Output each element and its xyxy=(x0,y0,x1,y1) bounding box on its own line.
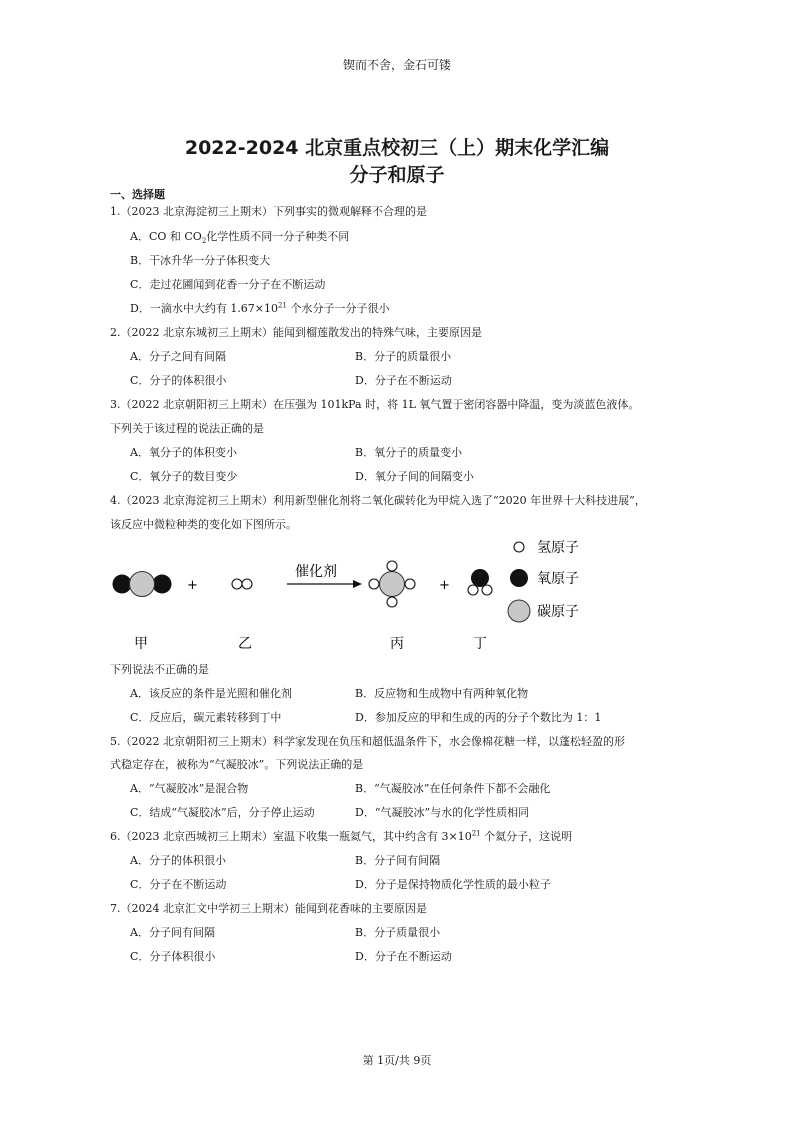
q4-option-b: B．反应物和生成物中有两种氧化物 xyxy=(355,687,529,700)
q2-option-c: C．分子的体积很小 xyxy=(130,374,227,387)
label-bing: 丙 xyxy=(390,636,404,652)
q1-stem: 1.（2023 北京海淀初三上期末）下列事实的微观解释不合理的是 xyxy=(110,205,427,218)
plus-sign-2: + xyxy=(439,578,450,593)
plus-sign-1: + xyxy=(187,578,198,593)
molecule-jia xyxy=(113,572,172,597)
q1-option-c: C．走过花圃闻到花香一分子在不断运动 xyxy=(130,278,326,291)
legend-hydrogen-swatch xyxy=(514,542,524,552)
q2-stem: 2.（2022 北京东城初三上期末）能闻到榴莲散发出的特殊气味，主要原因是 xyxy=(110,326,482,339)
q3-option-c: C．氧分子的数目变少 xyxy=(130,470,238,483)
page-subtitle: 分子和原子 xyxy=(349,164,445,186)
q3-option-d: D．氧分子间的间隔变小 xyxy=(355,470,474,483)
q4-option-c: C．反应后，碳元素转移到丁中 xyxy=(130,711,282,724)
page-header-motto: 锲而不舍，金石可镂 xyxy=(342,58,451,72)
page-title: 2022-2024 北京重点校初三（上）期末化学汇编 xyxy=(184,137,610,159)
q4-followup: 下列说法不正确的是 xyxy=(110,663,209,676)
section-heading: 一、选择题 xyxy=(110,188,165,201)
label-ding: 丁 xyxy=(473,636,487,652)
q3-stem-line1: 3.（2022 北京朝阳初三上期末）在压强为 101kPa 时，将 1L 氧气置于密闭容器中降温，变为淡蓝色液体。 xyxy=(110,398,640,411)
q5-option-d: D．“气凝胶冰”与水的化学性质相同 xyxy=(355,806,530,819)
q1-option-b: B．干冰升华一分子体积变大 xyxy=(130,254,271,267)
q5-option-a: A．“气凝胶冰”是混合物 xyxy=(130,782,249,795)
q4-stem-line1: 4.（2023 北京海淀初三上期末）利用新型催化剂将二氧化碳转化为甲烷入选了“2020 年世界十大科技进展”， xyxy=(110,494,646,507)
q7-option-a: A．分子间有间隔 xyxy=(130,926,215,939)
q4-option-d: D．参加反应的甲和生成的丙的分子个数比为 1：1 xyxy=(355,711,602,724)
q6-option-a: A．分子的体积很小 xyxy=(130,854,226,867)
molecule-ding xyxy=(468,569,492,595)
q7-option-d: D．分子在不断运动 xyxy=(355,950,452,963)
q4-option-a: A．该反应的条件是光照和催化剂 xyxy=(130,687,292,700)
q2-option-a: A．分子之间有间隔 xyxy=(130,350,226,363)
legend-hydrogen-label: 氢原子 xyxy=(537,540,579,556)
q5-stem-line2: 式稳定存在，被称为“气凝胶冰”。下列说法正确的是 xyxy=(110,758,364,771)
q7-option-b: B．分子质量很小 xyxy=(355,926,441,939)
q5-option-c: C．结成“气凝胶冰”后，分子停止运动 xyxy=(130,806,315,819)
q5-stem-line1: 5.（2022 北京朝阳初三上期末）科学家发现在负压和超低温条件下，水会像棉花糖一样，以蓬松轻盈的形 xyxy=(110,735,625,748)
reaction-diagram xyxy=(100,530,620,660)
q2-option-b: B．分子的质量很小 xyxy=(355,350,452,363)
legend-oxygen-swatch xyxy=(510,569,528,587)
catalyst-label: 催化剂 xyxy=(295,564,337,580)
q6-option-b: B．分子间有间隔 xyxy=(355,854,441,867)
legend-carbon-label: 碳原子 xyxy=(537,604,579,620)
q2-option-d: D．分子在不断运动 xyxy=(355,374,452,387)
molecule-yi xyxy=(232,579,252,589)
q1-option-d: D．一滴水中大约有 $1.67\times 10^{21}$ 个水分子一分子很小 xyxy=(130,301,390,315)
page-footer: 第 1页/共 9页 xyxy=(362,1054,432,1067)
legend xyxy=(508,540,579,622)
molecule-bing xyxy=(369,561,415,607)
q5-option-b: B．“气凝胶冰”在任何条件下都不会融化 xyxy=(355,782,551,795)
q4-stem-line2: 该反应中微粒种类的变化如下图所示。 xyxy=(110,518,297,531)
q1-option-a: A．CO 和 $CO_2$化学性质不同一分子种类不同 xyxy=(130,230,350,246)
q6-option-c: C．分子在不断运动 xyxy=(130,878,227,891)
legend-carbon-swatch xyxy=(508,600,530,622)
q3-stem-line2: 下列关于该过程的说法正确的是 xyxy=(110,422,264,435)
q7-stem: 7.（2024 北京汇文中学初三上期末）能闻到花香味的主要原因是 xyxy=(110,902,427,915)
q7-option-c: C．分子体积很小 xyxy=(130,950,216,963)
q6-option-d: D．分子是保持物质化学性质的最小粒子 xyxy=(355,878,551,891)
arrow-head xyxy=(353,580,362,588)
q3-option-b: B．氧分子的质量变小 xyxy=(355,446,463,459)
label-jia: 甲 xyxy=(134,636,148,652)
q6-stem: 6.（2023 北京西城初三上期末）室温下收集一瓶氦气，其中约含有 $3\times 10^{21}$ 个氦分子，这说明 xyxy=(110,829,573,843)
label-yi: 乙 xyxy=(238,636,252,652)
legend-oxygen-label: 氧原子 xyxy=(537,571,579,587)
q3-option-a: A．氧分子的体积变小 xyxy=(130,446,237,459)
